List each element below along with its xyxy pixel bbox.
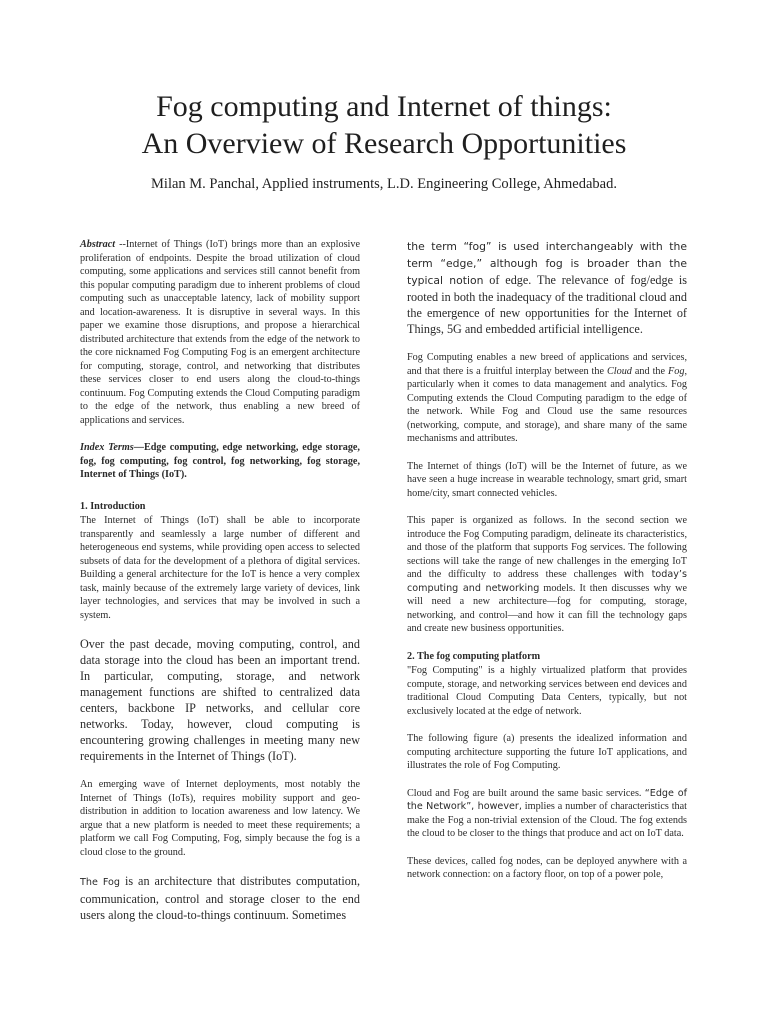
abstract-label: Abstract [80,239,116,250]
right-paragraph-2 [407,351,687,446]
abstract-text: --Internet of Things (IoT) brings more than an explosive proliferation of endpoints. Despite the broad utilization of cloud computing, some applications and services still cannot benefit from this popular computing paradigm due to inherent problems of cloud computing such as unacceptable latency, lack of mobility support and location-awareness. It is disruptive in several ways. In this paper we examine those disruptions, and propose a hierarchical distributed architecture that extends from the edge of the network to the core nicknamed Fog Computing Fog is an emergent architecture for computing, storage, control, and networking that distributes these services closer to end users along the cloud-to-things continuum. Fog Computing extends the Cloud Computing paradigm to the edge of the network, thus enabling a new breed of applications and services. [80,239,360,426]
title-line-2: An Overview of Research Opportunities [141,127,627,160]
right-column [407,238,687,896]
edge-of-network-phrase: “Edge of the Network”, however, [407,787,687,812]
author-line: Milan M. Panchal, Applied instruments, L.D. Engineering College, Ahmedabad. [151,176,617,192]
right-paragraph-1 [407,238,687,337]
p4-part-c: models. It then discusses why we will need a new architecture—fog for computing, storage, networking, and control—and how it can fill the technology gaps and create new business opportunities. [407,582,687,634]
index-terms-text: —Edge computing, edge networking, edge storage, fog, fog computing, fog control, fog networking, fog storage, Internet of Things (IoT). [80,442,360,480]
s2p3-part-a: Cloud and Fog are built around the same basic services. [407,787,645,799]
paper-title [0,88,768,162]
fog-edge-phrase: the term “fog” is used interchangeably with the term “edge,” although fog is broader than the typical notion [407,240,687,287]
fog-prefix: The Fog [80,877,120,888]
right-paragraph-3: The Internet of things (IoT) will be the Internet of future, as we have seen a huge increase in wearable technology, smart grid, smart home/city, smart connected vehicles. [407,460,687,499]
intro-paragraph-4-text: is an architecture that distributes computation, communication, control and storage closer to the end users along the cloud-to-things continuum. Sometimes [80,874,361,922]
p4-part-a: This paper is organized as follows. In the second section we introduce the Fog Computing paradigm, delineate its characteristics, and those of the platform that supports Fog services. The following sections will take the range of new challenges in the emerging IoT and the difficulty to address these challenges [407,515,687,580]
fog-term: Fog [668,365,685,377]
right-paragraph-4 [407,514,687,636]
index-terms-paragraph [80,441,360,482]
right-paragraph-1-text: of edge. The relevance of fog/edge is rooted in both the inadequacy of the traditional cloud and the emergence of new opportunities for the Internet of Things, 5G and embedded artificial intelligence. [407,273,687,336]
section-2-paragraph-1: "Fog Computing" is a highly virtualized platform that provides compute, storage, and networking services between end devices and traditional Cloud Computing Data Centers, typically, but not exclusively located at the edge of network. [407,665,687,717]
intro-heading: 1. Introduction [80,500,146,512]
p2-part-c: , particularly when it comes to data management and analytics. Fog Computing extends the Cloud Computing paradigm to the edge of the network. While Fog and Cloud use the same resources (networking, compute, and storage), and share many of the same mechanisms and attributes. [407,365,687,444]
intro-paragraph-3: An emerging wave of Internet deployments, most notably the Internet of Things (IoTs), requires mobility support and geo-distribution in addition to location awareness and low latency. We argue that a new platform is needed to meet these requirements; a platform we call Fog Computing, Fog, simply because the fog is a cloud close to the ground. [80,779,360,858]
intro-paragraph-1: The Internet of Things (IoT) shall be able to incorporate transparently and seamlessly a large number of different and heterogeneous end systems, while providing open access to selected subsets of data for the development of a plethora of digital services. Building a general architecture for the IoT is hence a very complex task, mainly because of the extremely large variety of devices, link layer technologies, and services that may be involved in such a system. [80,515,360,621]
todays-computing-phrase: with today’s computing and networking [407,569,687,594]
abstract-paragraph [80,238,360,427]
p2-part-a: Fog Computing enables a new breed of applications and services, and that there is a fruitful interplay between the [407,352,687,377]
index-terms-label: Index Terms [80,442,134,453]
left-column [80,238,360,937]
s2p3-part-c: implies a number of characteristics that make the Fog a non-trivial extension of the Cloud. The fog extends the cloud to be closer to the things that produce and act on IoT data. [407,801,687,839]
cloud-term: Cloud [606,365,632,377]
p2-part-b: and the [631,365,669,377]
section-2-paragraph-2: The following figure (a) presents the idealized information and computing architecture supporting the future IoT applications, and illustrates the role of Fog Computing. [407,733,687,771]
intro-paragraph-2: Over the past decade, moving computing, control, and data storage into the cloud has been an important trend. In particular, computing, storage, and network management functions are shifted to centralized data centers, backbone IP networks, and cellular core networks. Today, however, cloud computing is encountering growing challenges in meeting many new requirements in the Internet of Things (IoT). [80,637,360,763]
title-line-1: Fog computing and Internet of things: [156,90,612,123]
intro-paragraph-4 [80,873,360,923]
section-2-paragraph-4: These devices, called fog nodes, can be deployed anywhere with a network connection: on a factory floor, on top of a power pole, [407,855,687,880]
section-2-paragraph-3 [407,787,687,841]
section-2-heading: 2. The fog computing platform [407,650,541,662]
